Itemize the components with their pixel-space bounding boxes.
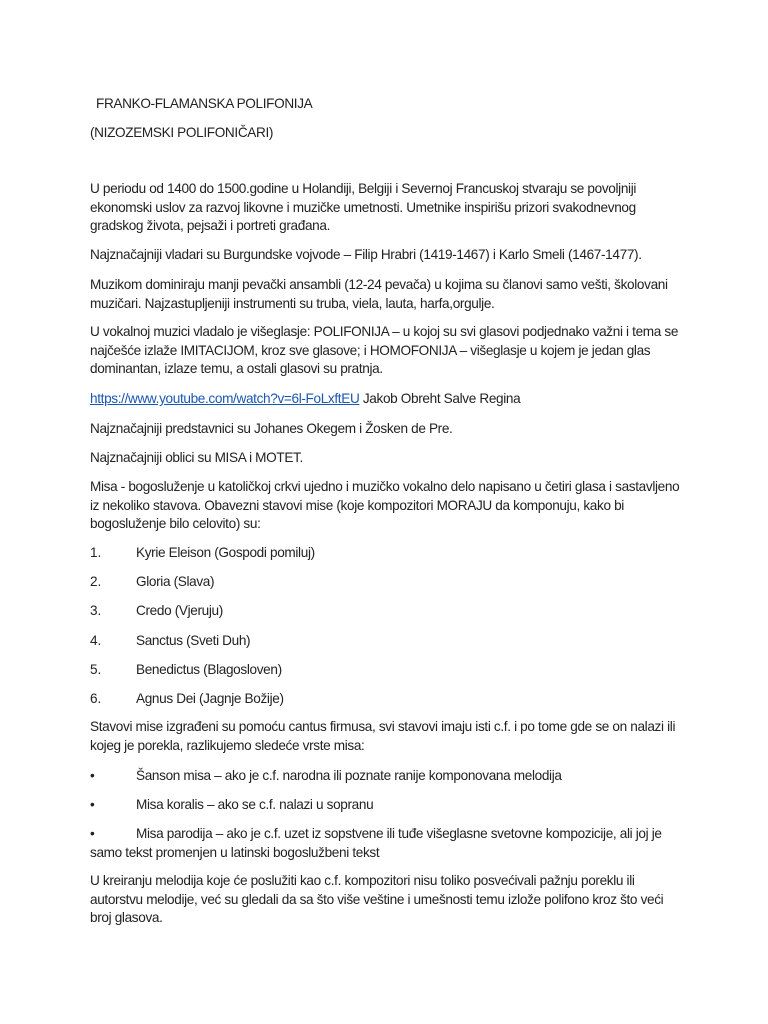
paragraph-line: iz nekoliko stavova. Obavezni stavovi mise (koje kompozitori MORAJU da komponuju, kako bi xyxy=(90,497,624,513)
list-number: 3. xyxy=(90,603,102,618)
paragraph-line: broj glasova. xyxy=(90,910,163,926)
closing-paragraph xyxy=(90,872,690,928)
list-item: Kyrie Eleison (Gospodi pomiluj) xyxy=(136,545,315,560)
bullet-icon: • xyxy=(90,826,95,841)
mass-paragraph xyxy=(90,478,690,534)
document-subtitle: (NIZOZEMSKI POLIFONIČARI) xyxy=(90,125,274,140)
paragraph-line: kojeg je porekla, razlikujemo sledeće vrste misa: xyxy=(90,737,365,753)
list-number: 5. xyxy=(90,662,102,677)
link-line xyxy=(90,390,520,409)
paragraph-line: muzičari. Najzastupljeniji instrumenti su truba, viela, lauta, harfa,orgulje. xyxy=(90,295,495,311)
ensembles-paragraph xyxy=(90,276,690,313)
list-item: Sanctus (Sveti Duh) xyxy=(136,633,251,648)
list-item: Agnus Dei (Jagnje Božije) xyxy=(136,691,284,706)
list-number: 6. xyxy=(90,691,102,706)
polyphony-paragraph xyxy=(90,323,690,379)
cantus-paragraph xyxy=(90,718,690,755)
paragraph-line: gradskog života, pejsaži i portreti građana. xyxy=(90,218,331,234)
paragraph-line: dominantan, izlaze temu, a ostali glasovi su pratnja. xyxy=(90,361,383,377)
document-title: FRANKO-FLAMANSKA POLIFONIJA xyxy=(96,96,313,111)
list-item: Benedictus (Blagosloven) xyxy=(136,662,282,677)
paragraph-line: U kreiranju melodija koje će poslužiti kao c.f. kompozitori nisu toliko posvećivali pažnju poreklu ili xyxy=(90,873,635,888)
paragraph-line: Muzikom dominiraju manji pevački ansambli (12-24 pevača) u kojima su članovi samo vešti, školovani xyxy=(90,277,668,292)
paragraph-line: ekonomski uslov za razvoj likovne i muzičke umetnosti. Umetnike inspirišu prizori svakodnevnog xyxy=(90,199,636,215)
forms-paragraph: Najznačajniji oblici su MISA i MOTET. xyxy=(90,450,303,465)
link-description: Jakob Obreht Salve Regina xyxy=(359,391,521,406)
paragraph-line: Misa - bogosluženje u katoličkoj crkvi ujedno i muzičko vokalno delo napisano u četiri glasa i sastavljeno xyxy=(90,479,680,494)
list-number: 2. xyxy=(90,574,102,589)
list-item: Misa parodija – ako je c.f. uzet iz sopstvene ili tuđe višeglasne svetovne kompozicije, ali joj je xyxy=(136,826,662,841)
list-item: Credo (Vjeruju) xyxy=(136,603,223,618)
paragraph-line: najčešće izlaže IMITACIJOM, kroz sve glasove; i HOMOFONIJA – višeglasje u kojem je jedan glas xyxy=(90,342,651,358)
youtube-link[interactable]: https://www.youtube.com/watch?v=6l-FoLxftEU xyxy=(90,391,360,406)
intro-paragraph xyxy=(90,180,690,236)
bullet-icon: • xyxy=(90,797,95,812)
representatives-paragraph: Najznačajniji predstavnici su Johanes Okegem i Žosken de Pre. xyxy=(90,421,453,436)
bullet-icon: • xyxy=(90,768,95,783)
rulers-paragraph: Najznačajniji vladari su Burgundske vojvode – Filip Hrabri (1419-1467) i Karlo Smeli (1467-1477). xyxy=(90,247,642,262)
list-item: Misa koralis – ako se c.f. nalazi u sopranu xyxy=(136,797,374,812)
paragraph-line: Stavovi mise izgrađeni su pomoću cantus firmusa, svi stavovi imaju isti c.f. i po tome gde se on nalazi ili xyxy=(90,719,676,734)
paragraph-line: U vokalnoj muzici vladalo je višeglasje: POLIFONIJA – u kojoj su svi glasovi podjednako važni i tema se xyxy=(90,324,679,339)
paragraph-line: U periodu od 1400 do 1500.godine u Holandiji, Belgiji i Severnoj Francuskoj stvaraju se povoljniji xyxy=(90,181,637,196)
list-item-continuation: samo tekst promenjen u latinski bogoslužbeni tekst xyxy=(90,845,380,860)
paragraph-line: autorstvu melodije, već su gledali da sa što više veštine i umešnosti temu izlože polifono kroz što veći xyxy=(90,891,664,907)
list-item: Gloria (Slava) xyxy=(136,574,215,589)
list-item: Šanson misa – ako je c.f. narodna ili poznate ranije komponovana melodija xyxy=(136,768,562,783)
paragraph-line: bogosluženje bilo celovito) su: xyxy=(90,516,261,532)
list-number: 1. xyxy=(90,545,102,560)
list-number: 4. xyxy=(90,633,102,648)
